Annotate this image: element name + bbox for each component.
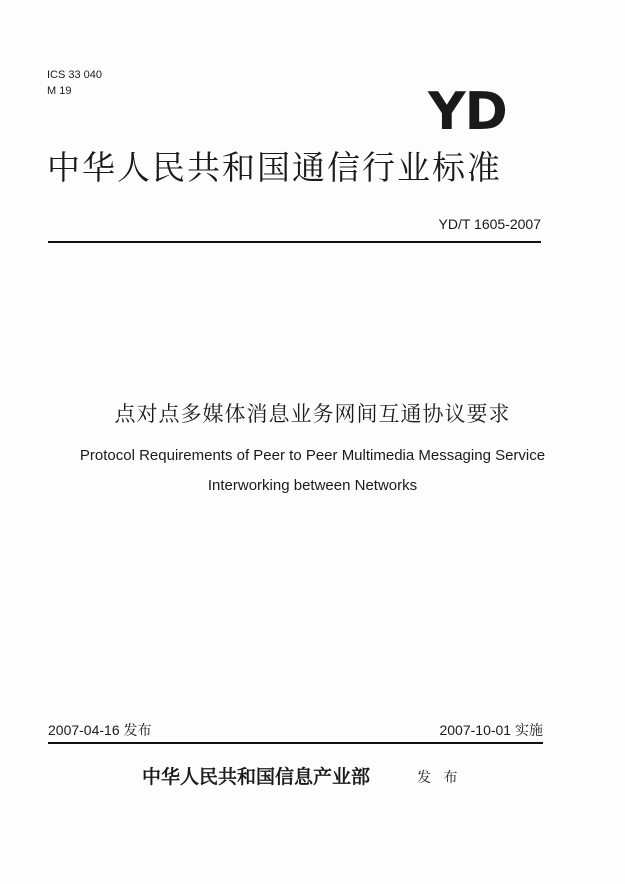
implementation-date: 2007-10-01 实施	[439, 722, 543, 738]
issue-date: 2007-04-16 发布	[48, 722, 152, 738]
publisher-name: 中华人民共和国信息产业部	[142, 766, 371, 788]
ccs-code: M 19	[47, 85, 72, 97]
publish-label: 发 布	[417, 770, 462, 786]
document-title-english-line-2: Interworking between Networks	[207, 477, 418, 494]
header-divider	[48, 241, 541, 243]
standard-number: YD/T 1605-2007	[438, 216, 541, 232]
footer-divider	[48, 742, 543, 744]
standard-category-title: 中华人民共和国通信行业标准	[47, 148, 502, 187]
document-title-english-line-1: Protocol Requirements of Peer to Peer Multimedia Messaging Service	[79, 447, 546, 464]
yd-logo: YD	[428, 82, 507, 142]
document-title-chinese: 点对点多媒体消息业务网间互通协议要求	[114, 402, 511, 426]
classification-block	[47, 67, 102, 99]
ics-code: ICS 33 040	[47, 69, 103, 81]
